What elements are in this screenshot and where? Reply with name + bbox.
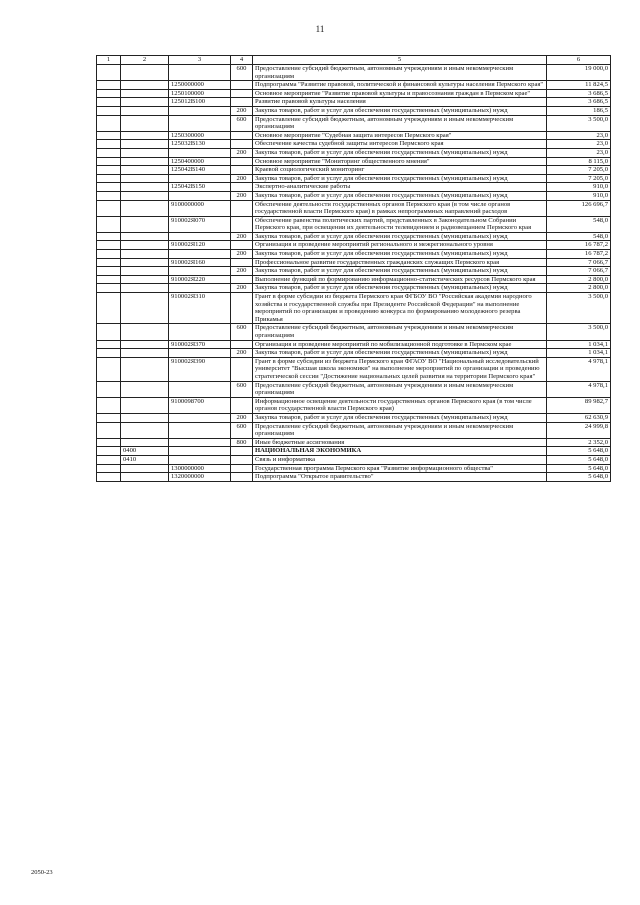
table-row — [97, 349, 611, 358]
description-cell: Основное мероприятие "Развитие правовой культуры и правосознания граждан в Пермском крае" — [253, 89, 547, 98]
target-article-cell: 1250000000 — [169, 81, 231, 90]
target-article-cell — [169, 455, 231, 464]
target-article-cell — [169, 349, 231, 358]
description-cell: Подпрограмма "Открытое правительство" — [253, 473, 547, 482]
amount-cell: 5 648,0 — [547, 447, 611, 456]
section-code-cell — [97, 232, 121, 241]
subsection-code-cell — [121, 397, 169, 413]
table-row — [97, 357, 611, 381]
description-cell: Организация и проведение мероприятий по мобилизационной подготовке в Пермском крае — [253, 340, 547, 349]
subsection-code-cell — [121, 349, 169, 358]
expense-type-cell — [231, 98, 253, 107]
target-article-cell: 1250100000 — [169, 89, 231, 98]
description-cell: Предоставление субсидий бюджетным, автономным учреждениям и иным некоммерческим организациям — [253, 324, 547, 340]
expense-type-cell — [231, 131, 253, 140]
target-article-cell — [169, 106, 231, 115]
expense-type-cell: 600 — [231, 422, 253, 438]
amount-cell: 2 352,0 — [547, 438, 611, 447]
description-cell: Государственная программа Пермского края "Развитие информационного общества" — [253, 464, 547, 473]
target-article-cell: 910002Я220 — [169, 275, 231, 284]
description-cell: Закупка товаров, работ и услуг для обеспечения государственных (муниципальных) нужд — [253, 349, 547, 358]
description-cell: Закупка товаров, работ и услуг для обеспечения государственных (муниципальных) нужд — [253, 148, 547, 157]
amount-cell: 23,0 — [547, 148, 611, 157]
description-cell: Грант в форме субсидии из бюджета Пермского края ФГБОУ ВО "Российская академия народного хозяйства и государственной службы при Президенте Российской Федерации" на выполнение мероприятий по организации и проведению конкурса по формированию молодежного резерва Прикамья — [253, 293, 547, 324]
expense-type-cell — [231, 241, 253, 250]
section-code-cell — [97, 284, 121, 293]
expense-type-cell — [231, 464, 253, 473]
target-article-cell: 910002Я160 — [169, 258, 231, 267]
amount-cell: 1 034,1 — [547, 340, 611, 349]
section-code-cell — [97, 115, 121, 131]
expense-type-cell — [231, 216, 253, 232]
expense-type-cell — [231, 455, 253, 464]
description-cell: Экспертно-аналитические работы — [253, 183, 547, 192]
expense-type-cell: 200 — [231, 267, 253, 276]
subsection-code-cell — [121, 81, 169, 90]
description-cell: Информационное освещение деятельности государственных органов Пермского края (в том числе органов государственной власти Пермского края) — [253, 397, 547, 413]
expense-type-cell: 600 — [231, 324, 253, 340]
target-article-cell: 1250300000 — [169, 131, 231, 140]
amount-cell: 3 500,0 — [547, 324, 611, 340]
target-article-cell: 1300000000 — [169, 464, 231, 473]
section-code-cell — [97, 216, 121, 232]
subsection-code-cell — [121, 166, 169, 175]
description-cell: Выполнение функций по формированию информационно-статистических ресурсов Пермского края — [253, 275, 547, 284]
target-article-cell — [169, 267, 231, 276]
target-article-cell — [169, 232, 231, 241]
subsection-code-cell — [121, 438, 169, 447]
target-article-cell: 910002Я390 — [169, 357, 231, 381]
section-code-cell — [97, 464, 121, 473]
target-article-cell — [169, 381, 231, 397]
expense-type-cell — [231, 200, 253, 216]
target-article-cell: 910002Я370 — [169, 340, 231, 349]
expense-type-cell — [231, 275, 253, 284]
description-cell: Организация и проведение мероприятий регионального и межрегионального уровня — [253, 241, 547, 250]
target-article-cell — [169, 447, 231, 456]
subsection-code-cell — [121, 422, 169, 438]
subsection-code-cell — [121, 157, 169, 166]
section-code-cell — [97, 293, 121, 324]
table-row — [97, 464, 611, 473]
subsection-code-cell — [121, 284, 169, 293]
subsection-code-cell — [121, 413, 169, 422]
target-article-cell — [169, 148, 231, 157]
target-article-cell: 9100000000 — [169, 200, 231, 216]
description-cell: Предоставление субсидий бюджетным, автономным учреждениям и иным некоммерческим организациям — [253, 422, 547, 438]
section-code-cell — [97, 267, 121, 276]
section-code-cell — [97, 447, 121, 456]
subsection-code-cell — [121, 65, 169, 81]
amount-cell: 910,0 — [547, 191, 611, 200]
target-article-cell: 9100098700 — [169, 397, 231, 413]
subsection-code-cell — [121, 464, 169, 473]
section-title: НАЦИОНАЛЬНАЯ ЭКОНОМИКА — [255, 447, 362, 455]
subsection-code-cell: 0400 — [121, 447, 169, 456]
table-row — [97, 241, 611, 250]
section-code-cell — [97, 174, 121, 183]
target-article-cell — [169, 174, 231, 183]
amount-cell: 5 648,0 — [547, 473, 611, 482]
amount-cell: 2 800,0 — [547, 275, 611, 284]
subsection-code-cell — [121, 174, 169, 183]
subsection-code-cell — [121, 200, 169, 216]
header-col-2: 2 — [121, 56, 169, 65]
table-row — [97, 200, 611, 216]
amount-cell: 3 686,5 — [547, 98, 611, 107]
expense-type-cell: 600 — [231, 381, 253, 397]
expense-type-cell — [231, 473, 253, 482]
target-article-cell: 910002Я070 — [169, 216, 231, 232]
table-row — [97, 340, 611, 349]
amount-cell: 7 205,0 — [547, 166, 611, 175]
section-code-cell — [97, 166, 121, 175]
amount-cell: 548,0 — [547, 216, 611, 232]
table-row — [97, 232, 611, 241]
table-row — [97, 140, 611, 149]
subsection-code-cell: 0410 — [121, 455, 169, 464]
amount-cell: 7 205,0 — [547, 174, 611, 183]
description-cell: Закупка товаров, работ и услуг для обеспечения государственных (муниципальных) нужд — [253, 191, 547, 200]
target-article-cell — [169, 191, 231, 200]
table-row — [97, 81, 611, 90]
subsection-code-cell — [121, 148, 169, 157]
table-row — [97, 275, 611, 284]
section-code-cell — [97, 98, 121, 107]
subsection-code-cell — [121, 357, 169, 381]
section-code-cell — [97, 157, 121, 166]
expense-type-cell: 200 — [231, 191, 253, 200]
description-cell: Предоставление субсидий бюджетным, автономным учреждениям и иным некоммерческим организациям — [253, 115, 547, 131]
description-cell: Краевой социологический мониторинг — [253, 166, 547, 175]
expense-type-cell — [231, 397, 253, 413]
expense-type-cell: 200 — [231, 250, 253, 259]
table-row — [97, 148, 611, 157]
expense-type-cell: 600 — [231, 65, 253, 81]
table-row — [97, 455, 611, 464]
table-row — [97, 413, 611, 422]
subsection-code-cell — [121, 275, 169, 284]
amount-cell: 910,0 — [547, 183, 611, 192]
header-col-6: 6 — [547, 56, 611, 65]
expense-type-cell — [231, 140, 253, 149]
subsection-code-cell — [121, 98, 169, 107]
description-cell: Предоставление субсидий бюджетным, автономным учреждениям и иным некоммерческим организациям — [253, 65, 547, 81]
expense-type-cell — [231, 357, 253, 381]
amount-cell: 11 824,5 — [547, 81, 611, 90]
table-row — [97, 447, 611, 456]
table-row — [97, 473, 611, 482]
expense-type-cell: 200 — [231, 284, 253, 293]
amount-cell: 5 648,0 — [547, 464, 611, 473]
description-cell — [253, 447, 547, 456]
description-cell: Обеспечение деятельности государственных органов Пермского края (в том числе органов государственной власти Пермского края) в рамках непрограммных направлений расходов — [253, 200, 547, 216]
description-cell: Предоставление субсидий бюджетным, автономным учреждениям и иным некоммерческим организациям — [253, 381, 547, 397]
expense-type-cell — [231, 166, 253, 175]
table-row — [97, 284, 611, 293]
expense-type-cell — [231, 258, 253, 267]
target-article-cell — [169, 438, 231, 447]
expense-type-cell — [231, 447, 253, 456]
section-code-cell — [97, 106, 121, 115]
expense-type-cell — [231, 81, 253, 90]
subsection-code-cell — [121, 89, 169, 98]
target-article-cell: 910002Я120 — [169, 241, 231, 250]
expense-type-cell — [231, 183, 253, 192]
description-cell: Закупка товаров, работ и услуг для обеспечения государственных (муниципальных) нужд — [253, 284, 547, 293]
table-row — [97, 183, 611, 192]
amount-cell: 4 978,1 — [547, 381, 611, 397]
description-cell: Иные бюджетные ассигнования — [253, 438, 547, 447]
amount-cell: 8 115,0 — [547, 157, 611, 166]
section-code-cell — [97, 81, 121, 90]
expense-type-cell: 200 — [231, 148, 253, 157]
header-col-3: 3 — [169, 56, 231, 65]
target-article-cell — [169, 324, 231, 340]
amount-cell: 3 686,5 — [547, 89, 611, 98]
target-article-cell — [169, 422, 231, 438]
amount-cell: 62 630,9 — [547, 413, 611, 422]
description-cell: Обеспечение качества судебной защиты интересов Пермского края — [253, 140, 547, 149]
table-row — [97, 166, 611, 175]
table-row — [97, 191, 611, 200]
amount-cell: 16 787,2 — [547, 241, 611, 250]
table-row — [97, 174, 611, 183]
target-article-cell: 1250400000 — [169, 157, 231, 166]
expense-type-cell — [231, 157, 253, 166]
description-cell: Закупка товаров, работ и услуг для обеспечения государственных (муниципальных) нужд — [253, 250, 547, 259]
subsection-code-cell — [121, 241, 169, 250]
amount-cell: 16 787,2 — [547, 250, 611, 259]
section-code-cell — [97, 413, 121, 422]
amount-cell: 3 500,0 — [547, 115, 611, 131]
amount-cell: 89 982,7 — [547, 397, 611, 413]
description-cell: Связь и информатика — [253, 455, 547, 464]
table-row — [97, 381, 611, 397]
subsection-code-cell — [121, 216, 169, 232]
section-code-cell — [97, 148, 121, 157]
description-cell: Грант в форме субсидии из бюджета Пермского края ФГАОУ ВО "Национальный исследовательский университет "Высшая школа экономики" на выполнение мероприятий по организации и проведению стратегической сессии "Достижение национальных целей развития на территории Пермского края" — [253, 357, 547, 381]
section-code-cell — [97, 140, 121, 149]
section-code-cell — [97, 275, 121, 284]
subsection-code-cell — [121, 293, 169, 324]
section-code-cell — [97, 324, 121, 340]
subsection-code-cell — [121, 183, 169, 192]
table-row — [97, 157, 611, 166]
amount-cell: 1 034,1 — [547, 349, 611, 358]
description-cell: Основное мероприятие "Судебная защита интересов Пермского края" — [253, 131, 547, 140]
expense-type-cell: 200 — [231, 413, 253, 422]
section-code-cell — [97, 438, 121, 447]
header-col-5: 5 — [253, 56, 547, 65]
table-row — [97, 65, 611, 81]
table-row — [97, 422, 611, 438]
section-code-cell — [97, 191, 121, 200]
table-row — [97, 258, 611, 267]
subsection-code-cell — [121, 115, 169, 131]
target-article-cell: 125042В150 — [169, 183, 231, 192]
amount-cell: 3 500,0 — [547, 293, 611, 324]
section-code-cell — [97, 381, 121, 397]
section-code-cell — [97, 473, 121, 482]
target-article-cell: 125042В140 — [169, 166, 231, 175]
description-cell: Закупка товаров, работ и услуг для обеспечения государственных (муниципальных) нужд — [253, 232, 547, 241]
amount-cell: 23,0 — [547, 131, 611, 140]
target-article-cell — [169, 250, 231, 259]
amount-cell: 126 696,7 — [547, 200, 611, 216]
subsection-code-cell — [121, 381, 169, 397]
subsection-code-cell — [121, 473, 169, 482]
table-row — [97, 115, 611, 131]
amount-cell: 548,0 — [547, 232, 611, 241]
section-code-cell — [97, 183, 121, 192]
table-row — [97, 267, 611, 276]
amount-cell: 5 648,0 — [547, 455, 611, 464]
description-cell: Основное мероприятие "Мониторинг общественного мнения" — [253, 157, 547, 166]
description-cell: Закупка товаров, работ и услуг для обеспечения государственных (муниципальных) нужд — [253, 174, 547, 183]
subsection-code-cell — [121, 258, 169, 267]
table-row — [97, 438, 611, 447]
description-cell: Развитие правовой культуры населения — [253, 98, 547, 107]
amount-cell: 19 000,0 — [547, 65, 611, 81]
section-code-cell — [97, 250, 121, 259]
section-code-cell — [97, 200, 121, 216]
amount-cell: 7 066,7 — [547, 258, 611, 267]
section-code-cell — [97, 131, 121, 140]
header-col-1: 1 — [97, 56, 121, 65]
description-cell: Обеспечение равенства политических партий, представленных в Законодательном Собрании Пермского края, при освещении их деятельности телевидением и радиовещанием Пермского края — [253, 216, 547, 232]
expense-type-cell: 200 — [231, 349, 253, 358]
amount-cell: 4 978,1 — [547, 357, 611, 381]
section-code-cell — [97, 340, 121, 349]
table-row — [97, 293, 611, 324]
expense-type-cell: 800 — [231, 438, 253, 447]
table-row — [97, 397, 611, 413]
description-cell: Подпрограмма "Развитие правовой, политической и финансовой культуры населения Пермского края" — [253, 81, 547, 90]
subsection-code-cell — [121, 250, 169, 259]
expense-type-cell: 200 — [231, 174, 253, 183]
expense-type-cell: 200 — [231, 106, 253, 115]
subsection-code-cell — [121, 131, 169, 140]
amount-cell: 24 999,8 — [547, 422, 611, 438]
table-row — [97, 250, 611, 259]
target-article-cell — [169, 284, 231, 293]
table-header-row — [97, 56, 611, 65]
table-row — [97, 98, 611, 107]
expense-type-cell — [231, 293, 253, 324]
section-code-cell — [97, 89, 121, 98]
subsection-code-cell — [121, 191, 169, 200]
table-row — [97, 216, 611, 232]
section-code-cell — [97, 349, 121, 358]
target-article-cell — [169, 65, 231, 81]
subsection-code-cell — [121, 340, 169, 349]
expense-type-cell — [231, 340, 253, 349]
subsection-code-cell — [121, 140, 169, 149]
description-cell: Закупка товаров, работ и услуг для обеспечения государственных (муниципальных) нужд — [253, 267, 547, 276]
target-article-cell — [169, 115, 231, 131]
section-code-cell — [97, 455, 121, 464]
section-code-cell — [97, 258, 121, 267]
subsection-code-cell — [121, 232, 169, 241]
document-code: 2050-23 — [31, 869, 53, 876]
target-article-cell: 125032В130 — [169, 140, 231, 149]
table-row — [97, 324, 611, 340]
target-article-cell: 1320000000 — [169, 473, 231, 482]
page-number: 11 — [315, 24, 325, 34]
table-row — [97, 131, 611, 140]
expense-type-cell — [231, 89, 253, 98]
target-article-cell — [169, 413, 231, 422]
section-code-cell — [97, 241, 121, 250]
section-code-cell — [97, 397, 121, 413]
section-code-cell — [97, 65, 121, 81]
target-article-cell: 910002Я310 — [169, 293, 231, 324]
subsection-code-cell — [121, 106, 169, 115]
table-row — [97, 89, 611, 98]
header-col-4: 4 — [231, 56, 253, 65]
section-code-cell — [97, 422, 121, 438]
subsection-code-cell — [121, 324, 169, 340]
amount-cell: 23,0 — [547, 140, 611, 149]
description-cell: Профессиональное развитие государственных гражданских служащих Пермского края — [253, 258, 547, 267]
section-code-cell — [97, 357, 121, 381]
description-cell: Закупка товаров, работ и услуг для обеспечения государственных (муниципальных) нужд — [253, 413, 547, 422]
description-cell: Закупка товаров, работ и услуг для обеспечения государственных (муниципальных) нужд — [253, 106, 547, 115]
budget-table — [96, 55, 611, 482]
amount-cell: 186,5 — [547, 106, 611, 115]
target-article-cell: 125012В100 — [169, 98, 231, 107]
amount-cell: 2 800,0 — [547, 284, 611, 293]
expense-type-cell: 600 — [231, 115, 253, 131]
amount-cell: 7 066,7 — [547, 267, 611, 276]
table-row — [97, 106, 611, 115]
subsection-code-cell — [121, 267, 169, 276]
expense-type-cell: 200 — [231, 232, 253, 241]
